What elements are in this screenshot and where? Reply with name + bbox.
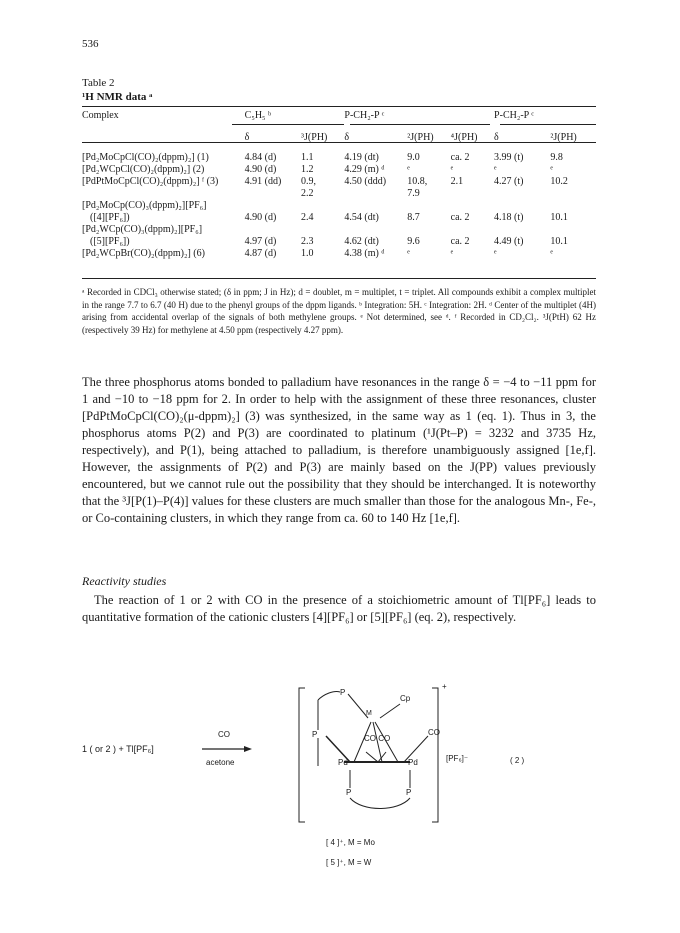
table-cell: 9.0 <box>407 152 420 163</box>
table-cell: 7.9 <box>407 188 420 199</box>
table-cell: 2.4 <box>301 212 314 223</box>
subcol: ³J(PH) <box>301 132 328 143</box>
nmr-table <box>82 110 596 260</box>
table-cell: 4.27 (t) <box>494 176 524 187</box>
scheme-drawing <box>82 670 596 910</box>
table-row <box>82 248 596 260</box>
paragraph-assignment: The three phosphorus atoms bonded to palladium have resonances in the range δ = −4 to −11 ppm for 1 and −10 to −18 ppm for 2. In order to help with the assignment of these three resonances, cluster [PdPtMoCpCl(CO)₂(μ-dppm)₂] (3) was synthesized, in the same way as 1 (eq. 1). Thus in 3, the phosphorus atoms P(2) and P(3) are coordinated to platinum (¹J(Pt–P) = 3232 and 3735 Hz, respectively), and P(1), being attached to palladium, is therefore unambiguously assigned [1e,f]. However, the assignments of P(2) and P(3) are mainly based on the J(PP) values previously encountered, but we cannot rule out the possibility that they should be interchanged. It is noteworthy that the ³J[P(1)–P(4)] values for these clusters are much smaller than those for the analogous Mn-, Fe-, or Co-containing clusters, in which they range from ca. 60 to 140 Hz [1e,f]. <box>82 375 596 525</box>
table-cell: ᵉ <box>450 248 454 259</box>
table-cell: ca. 2 <box>450 236 470 247</box>
table-cell: ᵉ <box>407 164 410 175</box>
table-cell: 3.99 (t) <box>494 152 524 163</box>
subcol: ⁴J(PH) <box>450 132 478 143</box>
table-cell: 4.97 (d) <box>244 236 277 247</box>
table-cell: ca. 2 <box>450 212 470 223</box>
table-cell: 4.87 (d) <box>244 248 277 259</box>
table-cell: ᵉ <box>494 164 497 175</box>
atom-p-top: P <box>340 688 346 697</box>
reactants-label: 1 ( or 2 ) + Tl[PF₆] <box>82 744 154 754</box>
subcol: ²J(PH) <box>407 132 434 143</box>
table-cell: 4.29 (m) ᵈ <box>344 164 385 175</box>
table-cell: 4.84 (d) <box>244 152 277 163</box>
complex-name: [Pd₂WCpCl(CO)₂(dppm)₂] (2) <box>82 164 205 175</box>
table-title: ¹H NMR data ᵃ <box>82 91 153 103</box>
atom-co-terminal: CO <box>428 728 440 737</box>
table-row <box>82 176 596 188</box>
table-footnotes: ᵃ Recorded in CDCl₃ otherwise stated; (δ in ppm; J in Hz); d = doublet, m = multiplet, t = triplet. All compounds exhibit a complex multiplet in the range 7.7 to 6.7 (40 H) due to the phenyl groups of the dppm ligands. ᵇ Integration: 5H. ᶜ Integration: 2H. ᵈ Center of the multiplet (4H) arising from accidental overlap of the signals of both methylene groups. ᵉ Not determined, see ᵈ. ᶠ Recorded in CD₂Cl₂. ³J(PtH) 62 Hz (respectively 39 Hz) for methylene at 4.50 ppm (respectively 4.27 ppm). <box>82 287 596 335</box>
complex-name: [Pd₂MoCp(CO)₃(dppm)₂][PF₆] <box>82 200 207 211</box>
table-row <box>82 152 596 164</box>
subcol: δ <box>244 132 250 143</box>
complex-name: [PdPtMoCpCl(CO)₂(dppm)₂] ᶠ (3) <box>82 176 219 187</box>
cp-m-bond <box>380 704 400 718</box>
arrow-head <box>244 746 252 752</box>
complex-name: [Pd₂MoCpCl(CO)₂(dppm)₂] (1) <box>82 152 209 163</box>
table-cell: 4.62 (dt) <box>344 236 379 247</box>
below-arrow-label: acetone <box>206 758 235 767</box>
table-cell: 1.2 <box>301 164 314 175</box>
atom-p-bottom-right: P <box>406 788 412 797</box>
paragraph-reactivity: The reaction of 1 or 2 with CO in the presence of a stoichiometric amount of Tl[PF₆] leads to quantitative formation of the cationic clusters [4][PF₆] or [5][PF₆] (eq. 2), respectively. <box>82 593 596 624</box>
above-arrow-label: CO <box>218 730 230 739</box>
page-number: 536 <box>82 38 99 50</box>
atom-p-left: P <box>312 730 318 739</box>
table-cell: 2.1 <box>450 176 464 187</box>
table-cell: ᵉ <box>550 164 553 175</box>
table-row <box>82 164 596 176</box>
table-cell: 4.91 (dd) <box>244 176 282 187</box>
table-cell: 4.38 (m) ᵈ <box>344 248 385 259</box>
table-cell: 10.1 <box>550 212 568 223</box>
equation-number: ( 2 ) <box>510 756 525 765</box>
table-row <box>82 224 596 236</box>
table-label: Table 2 <box>82 77 115 89</box>
table-cell: ᵉ <box>494 248 497 259</box>
table-top-rule <box>82 106 596 107</box>
top-left-dppm-bridge <box>318 691 340 700</box>
table-row-continuation <box>82 188 596 200</box>
col-complex: Complex <box>82 110 119 121</box>
reaction-scheme <box>82 670 596 910</box>
charge-label: + <box>442 682 447 691</box>
counterion-label: [PF₆]⁻ <box>446 754 469 763</box>
bottom-dppm-bridge <box>350 798 410 809</box>
table-cell: 2.2 <box>301 188 314 199</box>
table-cell: 4.18 (t) <box>494 212 524 223</box>
complex-name: ([4][PF₆]) <box>90 212 130 223</box>
table-cell: 9.8 <box>550 152 563 163</box>
table-cell: 4.90 (d) <box>244 164 277 175</box>
table-cell: 10.8, <box>407 176 428 187</box>
product-label-mo: [ 4 ]⁺, M = Mo <box>326 838 375 847</box>
col-pch2p-2: P-CH₂-P ᶜ <box>494 110 534 121</box>
table-cell: 1.0 <box>301 248 314 259</box>
complex-name: [Pd₂WCp(CO)₃(dppm)₂][PF₆] <box>82 224 203 235</box>
col-c5h5: C₅H₅ ᵇ <box>244 110 272 121</box>
table-cell: 8.7 <box>407 212 420 223</box>
table-cell: 4.49 (t) <box>494 236 524 247</box>
table-cell: 4.54 (dt) <box>344 212 379 223</box>
subcol: δ <box>494 132 499 143</box>
table-cell: 2.3 <box>301 236 314 247</box>
table-cell: ᵉ <box>450 164 454 175</box>
table-caption <box>82 76 152 104</box>
table-cell: 4.19 (dt) <box>344 152 379 163</box>
table-row <box>82 236 596 248</box>
col-pch2p-1: P-CH₂-P ᶜ <box>344 110 385 121</box>
table-bottom-rule <box>82 278 596 279</box>
table-cell: ca. 2 <box>450 152 470 163</box>
right-bracket <box>432 688 438 822</box>
table-cell: 0.9, <box>301 176 317 187</box>
table-cell: 10.1 <box>550 236 568 247</box>
table-cell: 9.6 <box>407 236 420 247</box>
table-row <box>82 212 596 224</box>
atom-pd-left: Pd <box>338 758 348 767</box>
table-cell: 4.90 (d) <box>244 212 277 223</box>
atom-pd-right: Pd <box>408 758 418 767</box>
table-cell: 10.2 <box>550 176 568 187</box>
atom-cp: Cp <box>400 694 411 703</box>
co-bridges <box>366 752 386 762</box>
table-row <box>82 200 596 212</box>
table-cell: ᵉ <box>407 248 410 259</box>
atom-p-bottom-left: P <box>346 788 352 797</box>
complex-name: [Pd₂WCpBr(CO)₂(dppm)₂] (6) <box>82 248 205 259</box>
atom-m: M <box>366 710 372 717</box>
table-cell: ᵉ <box>550 248 553 259</box>
product-label-w: [ 5 ]⁺, M = W <box>326 858 372 867</box>
section-title: Reactivity studies <box>82 574 167 588</box>
table-cell: 1.1 <box>301 152 314 163</box>
subcol: δ <box>344 132 350 143</box>
atom-co-bridging: CO CO <box>364 734 391 743</box>
complex-name: ([5][PF₆]) <box>90 236 130 247</box>
p-m-bond <box>348 694 368 718</box>
table-cell: 4.50 (ddd) <box>344 176 387 187</box>
subcol: ²J(PH) <box>550 132 577 143</box>
left-bracket <box>299 688 305 822</box>
